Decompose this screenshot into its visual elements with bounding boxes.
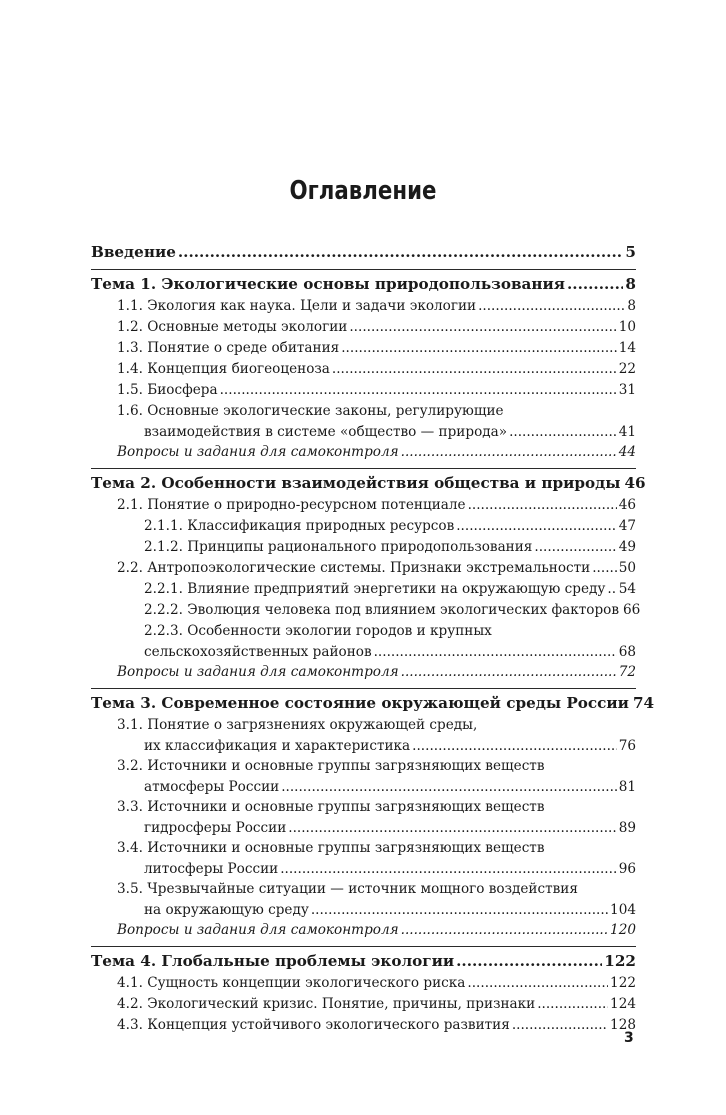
- toc-entry-page: 122: [604, 952, 636, 970]
- toc-leader-dots: [512, 1015, 608, 1036]
- toc-item-2-1[interactable]: [91, 495, 636, 516]
- toc-leader-dots: [534, 537, 616, 558]
- toc-entry-label: Вопросы и задания для самоконтроля: [117, 444, 399, 460]
- toc-entry-page: 68: [618, 643, 636, 660]
- toc-entry-page: 47: [618, 518, 636, 534]
- toc-entry-label: 2.1.1. Классификация природных ресурсов: [144, 518, 455, 534]
- toc-entry-page: 10: [618, 319, 636, 335]
- toc-entry-label: Тема 4. Глобальные проблемы экологии: [91, 952, 455, 970]
- toc-leader-dots: [412, 736, 617, 757]
- toc-entry-label: 3.4. Источники и основные группы загрязняющих веществ: [117, 840, 545, 856]
- toc-item-4-2[interactable]: [91, 994, 636, 1015]
- toc-entry-page: 22: [618, 361, 636, 377]
- toc-leader-dots: [281, 777, 616, 798]
- toc-leader-dots: [349, 317, 616, 338]
- toc-entry-label: 4.3. Концепция устойчивого экологического развития: [117, 1017, 510, 1033]
- toc-item-2-1-1[interactable]: [91, 516, 636, 537]
- toc-item-1-questions[interactable]: [91, 442, 636, 463]
- toc-entry-page: 89: [618, 819, 636, 836]
- toc-item-1-1[interactable]: [91, 296, 636, 317]
- toc-entry-label: Тема 1. Экологические основы природопользования: [91, 275, 565, 293]
- toc-leader-dots: [401, 442, 617, 463]
- table-of-contents: [91, 241, 655, 1036]
- toc-divider: [91, 269, 636, 270]
- toc-leader-dots: [374, 642, 617, 663]
- toc-entry-label: 3.5. Чрезвычайные ситуации — источник мощного воздействия: [117, 881, 578, 897]
- toc-item-1-3[interactable]: [91, 338, 636, 359]
- toc-entry-label: 2.1.2. Принципы рационального природопользования: [144, 539, 533, 555]
- toc-divider: [91, 946, 636, 947]
- toc-item-3-5[interactable]: [91, 879, 636, 920]
- toc-entry-page: 50: [618, 560, 636, 576]
- toc-entry-page: 72: [618, 664, 636, 680]
- toc-item-1-4[interactable]: [91, 359, 636, 380]
- toc-entry-page: 122: [610, 975, 636, 991]
- toc-item-2-1-2[interactable]: [91, 537, 636, 558]
- toc-leader-dots: [288, 818, 616, 839]
- toc-item-3-4[interactable]: [91, 838, 636, 879]
- toc-entry-page: 44: [618, 444, 636, 460]
- toc-entry-label: 4.2. Экологический кризис. Понятие, причины, признаки: [117, 996, 536, 1012]
- toc-leader-dots: [401, 662, 617, 683]
- toc-entry-label-cont: сельскохозяйственных районов: [144, 643, 372, 660]
- toc-entry-page: 74: [632, 694, 655, 712]
- toc-entry-label: 2.2.1. Влияние предприятий энергетики на окружающую среду: [144, 581, 606, 597]
- toc-entry-label: 3.1. Понятие о загрязнениях окружающей среды,: [117, 717, 478, 733]
- toc-entry-label: 2.2.3. Особенности экологии городов и крупных: [144, 623, 492, 639]
- toc-item-3-1[interactable]: [91, 715, 636, 756]
- toc-intro[interactable]: [91, 241, 636, 264]
- page-title: Оглавление: [289, 176, 437, 206]
- toc-item-2-2-1[interactable]: [91, 579, 636, 600]
- toc-entry-label: 1.2. Основные методы экологии: [117, 319, 348, 335]
- toc-theme-4[interactable]: [91, 950, 636, 973]
- toc-entry-label: 2.1. Понятие о природно-ресурсном потенциале: [117, 497, 466, 513]
- toc-entry-label: 1.3. Понятие о среде обитания: [117, 340, 340, 356]
- toc-leader-dots: [509, 422, 617, 443]
- toc-item-4-1[interactable]: [91, 973, 636, 994]
- toc-entry-page: 41: [618, 423, 636, 440]
- toc-item-4-3[interactable]: [91, 1015, 636, 1036]
- toc-item-2-2-3[interactable]: [91, 621, 636, 662]
- toc-item-3-questions[interactable]: [91, 920, 636, 941]
- toc-entry-page: 49: [618, 539, 636, 555]
- toc-entry-label-cont: литосферы России: [144, 860, 279, 877]
- toc-leader-dots: [467, 973, 608, 994]
- toc-entry-label: 1.4. Концепция биогеоценоза: [117, 361, 330, 377]
- toc-entry-page: 31: [618, 382, 636, 398]
- toc-entry-page: 8: [625, 275, 636, 293]
- toc-leader-dots: [468, 495, 617, 516]
- toc-entry-label-cont: их классификация и характеристика: [144, 737, 411, 754]
- toc-entry-label: 4.1. Сущность концепции экологического риска: [117, 975, 466, 991]
- toc-entry-page: 104: [610, 901, 636, 918]
- toc-theme-3[interactable]: [91, 692, 655, 715]
- toc-entry-page: 128: [610, 1017, 636, 1033]
- toc-entry-label: 3.3. Источники и основные группы загрязняющих веществ: [117, 799, 545, 815]
- toc-item-1-2[interactable]: [91, 317, 636, 338]
- toc-entry-label: 2.2. Антропоэкологические системы. Признаки экстремальности: [117, 560, 591, 576]
- toc-divider: [91, 688, 636, 689]
- toc-entry-label: Тема 2. Особенности взаимодействия общества и природы: [91, 474, 621, 492]
- toc-theme-2[interactable]: [91, 472, 646, 495]
- toc-leader-dots: [537, 994, 608, 1015]
- toc-theme-1[interactable]: [91, 273, 636, 296]
- toc-leader-dots: [332, 359, 617, 380]
- toc-leader-dots: [567, 273, 623, 296]
- toc-leader-dots: [280, 859, 616, 880]
- toc-entry-page: 124: [610, 996, 636, 1012]
- toc-entry-label: 1.6. Основные экологические законы, регулирующие: [117, 403, 504, 419]
- toc-entry-page: 46: [618, 497, 636, 513]
- toc-leader-dots: [311, 900, 608, 921]
- toc-leader-dots: [456, 516, 616, 537]
- toc-entry-label: 3.2. Источники и основные группы загрязняющих веществ: [117, 758, 545, 774]
- toc-entry-label: Тема 3. Современное состояние окружающей среды России: [91, 694, 629, 712]
- toc-leader-dots: [341, 338, 616, 359]
- toc-entry-label-cont: взаимодействия в системе «общество — природа»: [144, 423, 508, 440]
- toc-leader-dots: [478, 296, 625, 317]
- toc-entry-label: Вопросы и задания для самоконтроля: [117, 664, 399, 680]
- toc-leader-dots: [220, 380, 617, 401]
- toc-entry-label: 1.1. Экология как наука. Цели и задачи экологии: [117, 298, 477, 314]
- toc-entry-label: Введение: [91, 243, 176, 261]
- toc-item-2-2[interactable]: [91, 558, 636, 579]
- toc-item-1-5[interactable]: [91, 380, 636, 401]
- toc-item-3-3[interactable]: [91, 797, 636, 838]
- toc-entry-label-cont: атмосферы России: [144, 778, 280, 795]
- toc-entry-page: 81: [618, 778, 636, 795]
- toc-entry-label: Вопросы и задания для самоконтроля: [117, 922, 399, 938]
- toc-entry-page: 120: [610, 922, 636, 938]
- toc-item-2-questions[interactable]: [91, 662, 636, 683]
- toc-leader-dots: [607, 579, 616, 600]
- toc-leader-dots: [456, 950, 602, 973]
- toc-item-2-2-2[interactable]: [91, 600, 641, 621]
- toc-entry-page: 5: [625, 243, 636, 261]
- toc-entry-label-cont: гидросферы России: [144, 819, 287, 836]
- toc-divider: [91, 468, 636, 469]
- toc-entry-page: 46: [624, 474, 646, 492]
- toc-entry-page: 76: [618, 737, 636, 754]
- toc-entry-page: 66: [623, 602, 641, 618]
- page-number: 3: [624, 1030, 634, 1046]
- toc-entry-page: 96: [618, 860, 636, 877]
- toc-entry-page: 14: [618, 340, 636, 356]
- toc-item-3-2[interactable]: [91, 756, 636, 797]
- toc-entry-label: 2.2.2. Эволюция человека под влиянием экологических факторов: [144, 602, 619, 618]
- toc-leader-dots: [592, 558, 616, 579]
- toc-entry-label-cont: на окружающую среду: [144, 901, 309, 918]
- toc-entry-page: 54: [618, 581, 636, 597]
- toc-item-1-6[interactable]: [91, 401, 636, 442]
- toc-leader-dots: [401, 920, 608, 941]
- toc-entry-page: 8: [627, 298, 636, 314]
- toc-entry-label: 1.5. Биосфера: [117, 382, 218, 398]
- toc-leader-dots: [178, 241, 624, 264]
